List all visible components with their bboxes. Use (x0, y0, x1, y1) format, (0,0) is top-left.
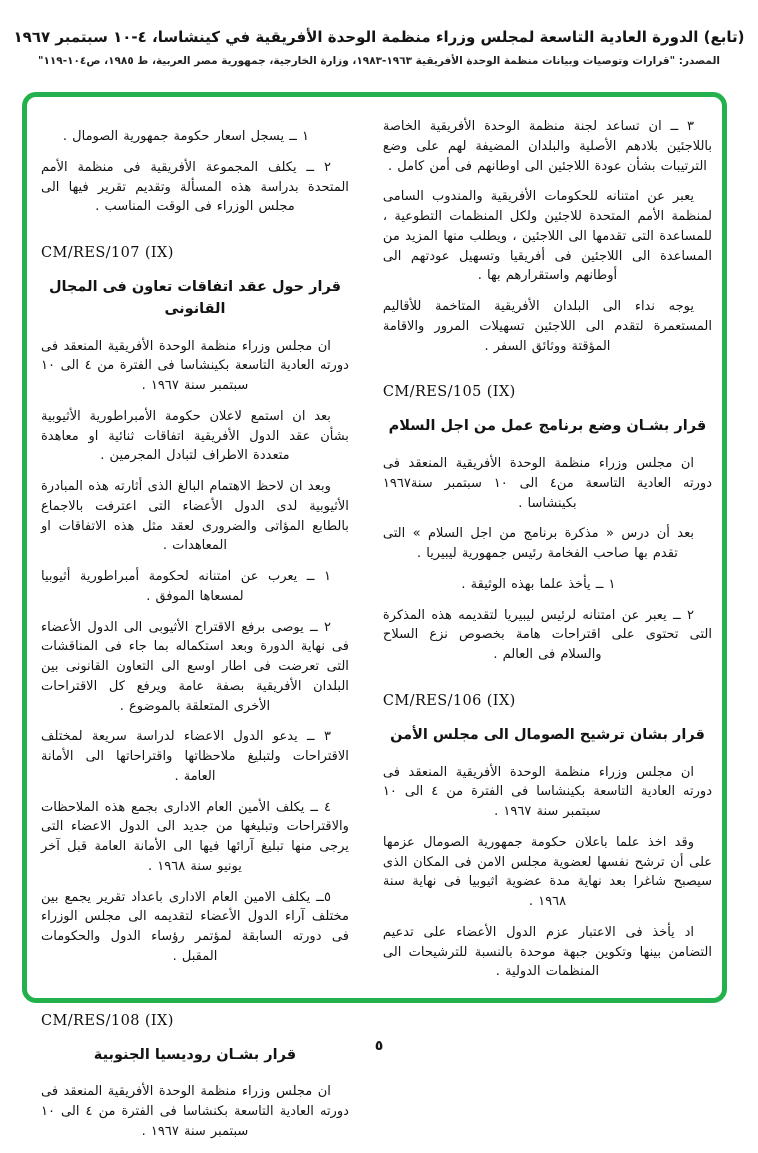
source-citation: المصدر: "قرارات وتوصيات وبيانات منظمة الوحدة الأفريقية ١٩٦٣-١٩٨٣، وزارة الخارجية، جمهورية مصر العربية، ط ١٩٨٥، ص١٠٤-١١٩" (38, 54, 720, 67)
paragraph: يعبر عن امتنانه للحكومات الأفريقية والمندوب السامى لمنظمة الأمم المتحدة للاجئين ولكل المنظمات التطوعية ، للمساعدة التى تقدمها الى اللاجئين ، ويطلب منها المزيد من المساعدة الى اللاجئين فى أفريقيا وتسهيل عودتهم الى أوطانهم واستقرارهم بها . (382, 189, 712, 284)
paragraph: ٣ ــ يدعو الدول الاعضاء لدراسة سريعة لمختلف الاقتراحات ولتبليغ ملاحظاتها واقتراحاتها الى الأمانة العامة . (41, 729, 349, 784)
column-right (383, 117, 712, 1153)
paragraph: ٥ــ يكلف الامين العام الادارى باعداد تقرير يجمع بين مختلف آراء الدول الأعضاء لتقديمه الى مجلس الوزراء فى دورته السابقة لمؤتمر رؤساء الدول والحكومات المقبل . (41, 889, 349, 964)
resolution-code: CM/RES/106 (IX) (382, 692, 516, 709)
paragraph: ١ ــ يعرب عن امتنانه لحكومة أمبراطورية أثيوبيا لمسعاها الموفق . (41, 569, 331, 604)
paragraph: ١ ــ يأخذ علما بهذه الوثيقة . (461, 576, 616, 592)
page-number: ٥ (374, 1038, 384, 1054)
document-title: (تابع) الدورة العادية التاسعة لمجلس وزراء منظمة الوحدة الأفريقية في كينشاسا، ٤-١٠ سبتمبر ١٩٦٧ (13, 28, 745, 46)
paragraph: ٢ ــ يعبر عن امتنانه لرئيس ليبيريا لتقديمه هذه المذكرة التى تحتوى على اقتراحات هامة بخصوص نزع السلاح والسلام فى العالم . (382, 607, 712, 662)
resolution-code: CM/RES/105 (IX) (382, 384, 516, 401)
paragraph: بعد ان استمع لاعلان حكومة الأمبراطورية الأثيوبية بشأن عقد الدول الأفريقية اتفاقات ثنائية او معاهدة متعددة الاطراف لتبادل المجرمين . (41, 408, 349, 464)
paragraph: اد يأخذ فى الاعتبار عزم الدول الأعضاء على تدعيم التضامن بينها وتكوين جبهة موحدة بالنسبة للترشيحات الى المنظمات الدولية . (382, 924, 712, 980)
paragraph: ان مجلس وزراء منظمة الوحدة الأفريقية المنعقد فى دورته العادية التاسعة بكينشاسا فى الفترة من ٤ الى ١٠ سبتمبر سنة ١٩٦٧ . (41, 338, 349, 393)
paragraph: ٢ ــ يكلف المجموعة الأفريقية فى منظمة الأمم المتحدة بدراسة هذه المسألة وتقديم تقرير فيها الى مجلس الوزراء فى الوقت المناسب . (41, 159, 349, 215)
paragraph: ٢ ــ يوصى برفع الاقتراح الأثيوبى الى الدول الأعضاء فى نهاية الدورة وبعد استكماله بما جاء فى المناقشات التى تعرضت فى اطار اوسع الى التعاون القانونى بين البلدان الأفريقية بصفة عامة ويرفع كل الاقتراحات الأخرى المتعلقة بالموضوع . (41, 619, 349, 714)
column-left (41, 117, 349, 1153)
paragraph: ان مجلس وزراء منظمة الوحدة الأفريقية المنعقد فى دورته العادية التاسعة من٤ الى ١٠ سبتمبر سنة١٩٦٧ بكينشاسا . (382, 456, 712, 511)
paragraph: بعد أن درس « مذكرة برنامج من اجل السلام » التى تقدم بها صاحب الفخامة رئيس جمهورية ليبيريا . (382, 526, 694, 561)
paragraph: ١ ــ يسجل اسعار حكومة جمهورية الصومال . (62, 129, 309, 144)
paragraph: ان مجلس وزراء منظمة الوحدة الأفريقية المنعقد فى دورته العادية التاسعة بكنشاسا فى الفترة من ٤ الى ١٠ سبتمبر سنة ١٩٦٧ . (41, 1084, 349, 1139)
paragraph: ٣ ــ ان تساعد لجنة منظمة الوحدة الأفريقية الخاصة باللاجئين بلادهم الأصلية والبلدان المضيفة لهم على وضع الترتيبات بشأن عودة اللاجئين الى اوطانهم فى أمن كامل . (382, 119, 712, 174)
resolution-title: قرار بشان ترشيح الصومال الى مجلس الأمن (390, 726, 705, 743)
paragraph: يوجه نداء الى البلدان الأفريقية المتاخمة للأقاليم المستعمرة لتقدم الى اللاجئين تسهيلات المرور والاقامة المؤقتة ووثائق السفر . (382, 299, 712, 354)
paragraph: ٤ ــ يكلف الأمين العام الادارى بجمع هذه الملاحظات والاقتراحات وتبليغها من جديد الى الدول الاعضاء التى يرجى منها تبليغ آرائها فيها الى الأمانة العامة قبل آخر يونيو سنة ١٩٦٨ . (41, 799, 349, 874)
resolution-title: قرار بشـان وضع برنامج عمل من اجل السلام (388, 418, 707, 435)
resolution-title: قرار حول عقد اتفاقات تعاون فى المجال القانونى (48, 279, 341, 317)
paragraph: ان مجلس وزراء منظمة الوحدة الأفريقية المنعقد فى دورته العادية التاسعة بكينشاسا فى الفترة من ٤ الى ١٠ سبتمبر سنة ١٩٦٧ . (382, 764, 712, 819)
resolution-title: قرار بشـان روديسيا الجنوبية (93, 1046, 297, 1063)
paragraph: وقد اخذ علما باعلان حكومة جمهورية الصومال عزمها على أن ترشح نفسها لعضوية مجلس الامن فى المكان الذى سيصبح شاغرا بعد نهاية مدة عضوية اثيوبيا فى نهاية سنة ١٩٦٨ . (382, 834, 712, 909)
resolution-code: CM/RES/108 (IX) (41, 1012, 174, 1029)
page-header (0, 26, 758, 67)
document-border-frame (22, 92, 727, 1139)
two-column-layout (27, 97, 722, 1153)
paragraph: وبعد ان لاحظ الاهتمام البالغ الذى أثارته هذه المبادرة الأثيوبية لدى الدول الأعضاء التى اعترفت بالاجماع بالطابع المؤاتى والضرورى لعقد مثل هذه الاتفاقات او المعاهدات . (41, 479, 349, 554)
resolution-code: CM/RES/107 (IX) (41, 245, 174, 261)
